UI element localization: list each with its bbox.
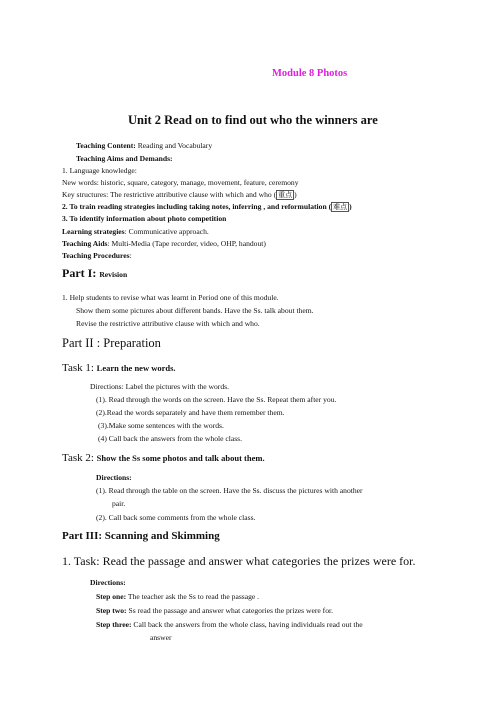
teaching-aids [62, 239, 266, 248]
part1-heading [62, 266, 127, 281]
strategies-text: : Communicative approach. [124, 227, 209, 236]
key-point-mark: 重点 [278, 191, 293, 199]
task3-step2 [96, 606, 333, 615]
aims-heading: Teaching Aims and Demands: [76, 154, 173, 163]
step2-text: Ss read the passage and answer what categories the prizes were for. [126, 606, 334, 615]
teaching-procedures [62, 251, 132, 260]
content-text: Reading and Vocabulary [135, 141, 213, 150]
part1-small: Revision [99, 270, 128, 279]
task1-step2: (2).Read the words separately and have them remember them. [96, 408, 285, 417]
task2-step1: (1). Read through the table on the screen. Have the Ss. discuss the pictures with another [96, 486, 363, 495]
learning-strategies [62, 227, 209, 236]
key-structures-text: Key structures: The restrictive attributive clause with which and who ( [62, 190, 277, 199]
task2-step1-cont: pair. [112, 499, 126, 508]
step3-text: Call back the answers from the whole class, having individuals read out the [131, 620, 363, 629]
step2-label: Step two: [96, 606, 127, 615]
task2-title: Show the Ss some photos and talk about them. [96, 453, 265, 463]
module-title: Module 8 Photos [272, 68, 348, 79]
new-words: New words: historic, square, category, manage, movement, feature, ceremony [62, 178, 299, 187]
task1-step1: (1). Read through the words on the screen. Have the Ss. Repeat them after you. [96, 395, 337, 404]
task2-directions: Directions: [96, 473, 132, 482]
aids-text: : Multi-Media (Tape recorder, video, OHP, handout) [107, 239, 266, 248]
key-structures [62, 190, 297, 200]
task1-label: Task 1: [62, 362, 97, 374]
part1-item1: 1. Help students to revise what was learnt in Period one of this module. [62, 293, 279, 302]
language-knowledge: 1. Language knowledge: [62, 166, 137, 175]
part3-heading: Part III: Scanning and Skimming [62, 530, 220, 542]
item-2-close: ) [349, 202, 352, 211]
step1-label: Step one: [96, 592, 127, 601]
item-3: 3. To identify information about photo competition [62, 214, 227, 223]
item-2-text: 2. To train reading strategies including taking notes, inferring , and reformulation ( [62, 202, 332, 211]
aids-label: Teaching Aids [62, 239, 108, 248]
task1-title: Learn the new words. [96, 363, 176, 373]
teaching-content-line [76, 141, 212, 150]
part1-line2: Show them some pictures about different bands. Have the Ss. talk about them. [76, 306, 314, 315]
difficult-point-mark: 难点 [333, 203, 348, 211]
task3-heading: 1. Task: Read the passage and answer what categories the prizes were for. [62, 554, 416, 568]
task3-step3 [96, 620, 363, 629]
task2-step2: (2). Call back some comments from the whole class. [96, 513, 256, 522]
strategies-label: Learning strategies [62, 227, 125, 236]
part1-title: Part I: [62, 266, 100, 280]
item-2 [62, 202, 352, 212]
task3-step1 [96, 592, 259, 601]
unit-title: Unit 2 Read on to find out who the winners are [128, 113, 378, 127]
task1-directions: Directions: Label the pictures with the words. [90, 382, 229, 391]
key-close: ) [294, 190, 297, 199]
content-label: Teaching Content: [76, 141, 136, 150]
part2-heading: Part II : Preparation [62, 336, 161, 350]
task1-heading [62, 362, 176, 374]
task2-label: Task 2: [62, 452, 97, 464]
task1-step4: (4) Call back the answers from the whole class. [98, 434, 243, 443]
task1-step3: (3).Make some sentences with the words. [98, 421, 224, 430]
step3-label: Step three: [96, 620, 132, 629]
task3-step3-cont: answer [150, 633, 172, 642]
step1-text: The teacher ask the Ss to read the passage . [126, 592, 260, 601]
task3-directions: Directions: [90, 578, 126, 587]
part1-line3: Revise the restrictive attributive clause with which and who. [76, 319, 260, 328]
task2-heading [62, 452, 265, 464]
procedures-label: Teaching Procedures [62, 251, 130, 260]
procedures-colon: : [129, 251, 132, 260]
